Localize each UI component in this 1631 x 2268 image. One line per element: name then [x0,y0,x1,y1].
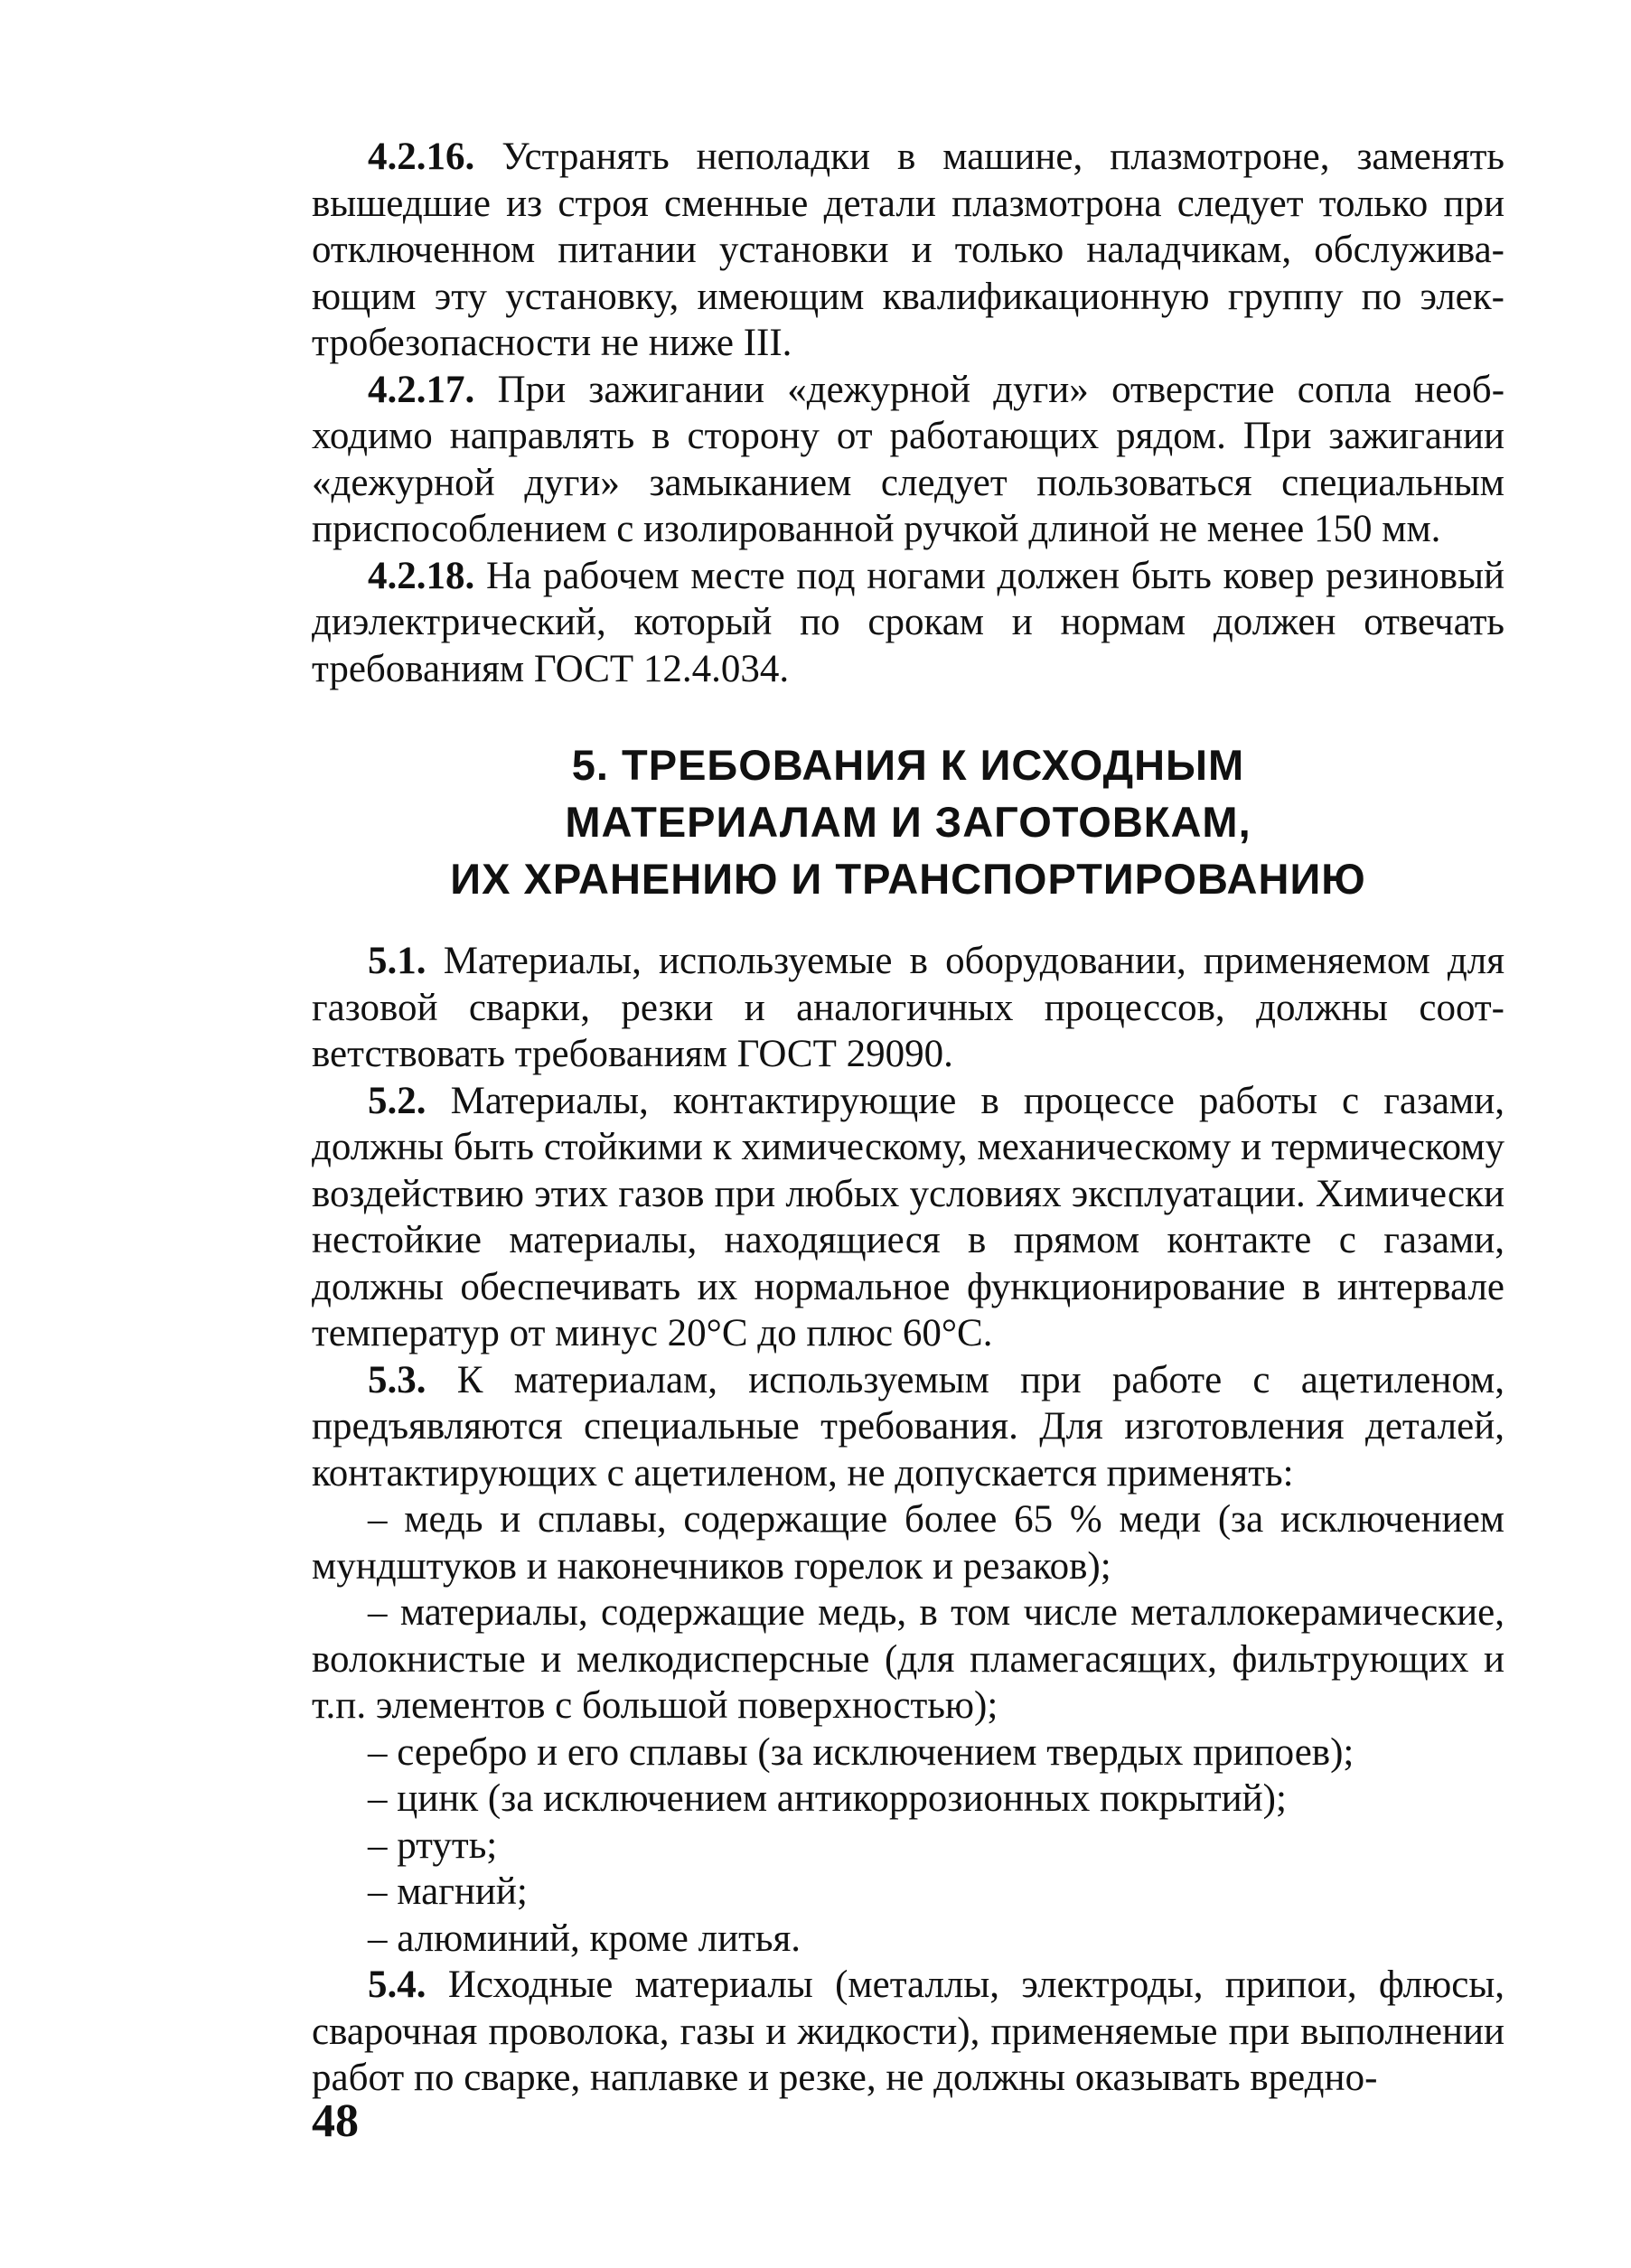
main-section [312,938,1504,2102]
clause-number: 5.4. [368,1963,426,2006]
paragraph-5-4 [312,1962,1504,2102]
paragraph-4-2-16 [312,134,1504,367]
paragraph-text: Материалы, используемые в оборудовании, применяемом для газовой сварки, резки и аналогичных процессов, должны соответствовать требованиям ГОСТ 29090. [312,940,1505,1075]
list-item-copper: – медь и сплавы, содержащие более 65 % меди (за исключением мундштуков и наконечников горелок и резаков); [312,1498,1504,1588]
paragraph-text: Материалы, контактирующие в процессе работы с газами, должны быть стойкими к химическому, механическому и термическому воздействию этих газов при любых условиях эксплуатации. Химически нестойкие материалы, находящиеся в прямом контакте с газами, должны обеспечивать их нормальное функционирование в интервале температур от минус 20°С до плюс 60°С. [312,1079,1504,1354]
paragraph-text: Исходные материалы (металлы, электроды, припои, флюсы, сварочная проволока, газы и жидкости), применяемые при выполнении работ по сварке, наплавке и резке, не должны оказывать вредно- [312,1963,1504,2099]
list-item-magnesium: – магний; [368,1870,528,1913]
paragraph-4-2-18 [312,553,1504,693]
paragraph-4-2-17 [312,367,1504,553]
clause-number: 5.2. [368,1079,426,1122]
list-item-aluminium: – алюминий, кроме литья. [368,1917,801,1960]
clause-number: 5.1. [368,940,426,982]
paragraph-text: При зажигании «дежурной дуги» отверстие сопла необходимо направлять в сторону от работающих рядом. При зажигании «дежурной дуги» замыканием следует пользоваться специальным приспособлением с изолированной ручкой длиной не менее 150 мм. [312,368,1505,550]
section-heading [312,736,1504,907]
page-number: 48 [312,2095,359,2147]
list-item-zinc: – цинк (за исключением антикоррозионных покрытий); [368,1777,1287,1820]
heading-line-1: 5. ТРЕБОВАНИЯ К ИСХОДНЫМ [571,741,1245,789]
clause-number: 4.2.16. [368,136,475,178]
paragraph-5-3 [312,1357,1504,1497]
clause-number: 5.3. [368,1358,426,1401]
paragraph-5-2 [312,1078,1504,1357]
clause-number: 4.2.17. [368,368,475,411]
list-item-silver: – серебро и его сплавы (за исключением твердых припоев); [368,1730,1354,1774]
heading-line-2: МАТЕРИАЛАМ И ЗАГОТОВКАМ, [565,798,1251,846]
paragraph-5-1 [312,938,1504,1078]
list-item-mercury: – ртуть; [368,1823,498,1867]
paragraph-text: На рабочем месте под ногами должен быть ковер резиновый диэлектрический, который по срокам и нормам должен отвечать требованиям ГОСТ 12.4.034. [312,554,1505,690]
list-item-copper-materials: – материалы, содержащие медь, в том числе металлокерамические, волокнистые и мелкодисперсные (для пламегасящих, фильтрующих и т.п. элементов с большой поверхностью); [312,1591,1504,1727]
paragraph-text: К материалам, используемым при работе с ацетиленом, предъявляются специальные требования. Для изготовления деталей, контактирующих с ацетиленом, не допускается применять: [312,1358,1504,1495]
clause-number: 4.2.18. [368,554,475,597]
heading-line-3: ИХ ХРАНЕНИЮ И ТРАНСПОРТИРОВАНИЮ [450,855,1366,903]
top-section [312,134,1504,692]
paragraph-text: Устранять неполадки в машине, плазмотроне, заменять вышедшие из строя сменные детали плазмотрона следует только при отключенном питании установки и только наладчикам, обслуживающим эту установку, имеющим квалификационную группу по электробезопасности не ниже III. [312,136,1505,364]
